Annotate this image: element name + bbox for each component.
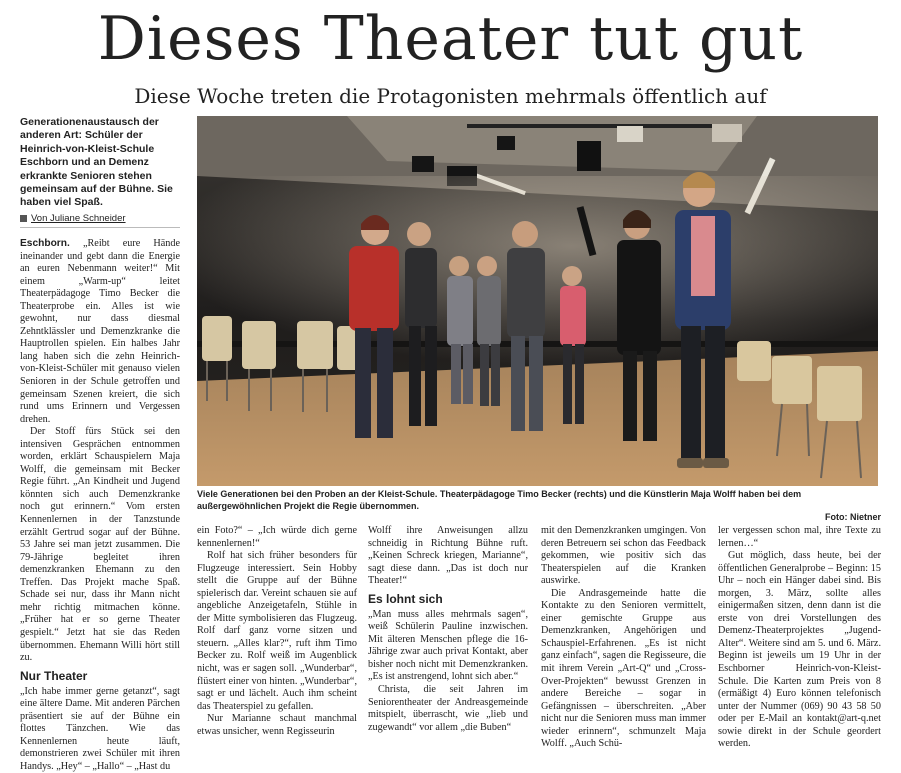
paragraph: Der Stoff fürs Stück sei den intensiven Gesprächen entnommen worden, erklärt Schauspielern Maja Wolff, die gemeinsam mit Becker Regie führt. „An Kindheit und Jugend könnten sich auch Demenzkranke noch gut erinnern.“ Vom ersten Kennenlernen in der Tanzstunde erzählt Gertrud sogar auf der Bühne. 53 Jahre sei man jetzt zusammen. Die 79-Jährige begleitet ihren demenzkranken Ehemann zu den Treffen. Das Projekt mache Spaß. Schade sei nur, dass ihr Mann nicht mehr richtig mitmachen könne. „Früher hat er so gerne Theater gespielt.“ Jetzt hat sie das Reden übernommen. Ehemann Willi hört still zu. — [20, 426, 180, 664]
photo-caption — [197, 489, 881, 524]
section-heading: Es lohnt sich — [368, 591, 443, 606]
subheadline: Diese Woche treten die Protagonisten mehrmals öffentlich auf — [134, 84, 767, 108]
paragraph — [20, 238, 180, 426]
paragraph: Christa, die seit Jahren im Seniorentheater der Andreasgemeinde mitspielt, überrascht, wie „lieb und zugewandt“ vor allem „die Buben“ — [368, 684, 528, 733]
byline-square-icon — [20, 215, 27, 222]
photo-credit: Foto: Nietner — [825, 512, 881, 522]
paragraph: Nur Marianne schaut manchmal etwas unsicher, wenn Regisseurin — [197, 713, 357, 737]
paragraph: mit den Demenzkranken umgingen. Von deren Betreuern sei schon das Feedback gekommen, wie positiv sich das Theaterspielen auf die Kranken auswirke. — [541, 525, 706, 587]
paragraph: ein Foto?“ – „Ich würde dich gerne kennenlernen!“ — [197, 525, 357, 549]
stage-scene-image — [197, 116, 878, 486]
article-intro: Generationenaustausch der anderen Art: Schüler der Heinrich-von-Kleist-Schule Eschborn und an Demenz erkrankte Senioren stehen gemeinsam auf der Bühne. Sie haben viel Spaß. — [20, 116, 173, 209]
column-4 — [541, 525, 706, 751]
author-link[interactable]: Von Juliane Schneider — [31, 213, 126, 224]
paragraph-text: „Reibt eure Hände ineinander und gebt dann die Energie an euren Nebenmann weiter!“ Mit einem „Warm-up“ leitet Theaterpädagoge Timo Becker die Theaterprobe ein. Alles ist wie gewohnt, nur dass diesmal Zehntklässler und Demenzkranke die Hauptrollen spielen. Ein halbes Jahr lang haben sich die zehn Heinrich-von-Kleist-Schüler mit genauso vielen Senioren in der Schule getroffen und gemeinsam Szenen kreiert, die sich rund ums Erinnern und Vergessen drehen. — [20, 238, 180, 425]
caption-text: Viele Generationen bei den Proben an der Kleist-Schule. Theaterpädagoge Timo Becker (rechts) und die Künstlerin Maja Wolff haben bei dem außergewöhnlichen Projekt die Regie übernommen. — [197, 489, 802, 511]
section-heading: Nur Theater — [20, 668, 88, 683]
column-3 — [368, 525, 528, 734]
paragraph: Wolff ihre Anweisungen allzu schneidig in Richtung Bühne ruft. „Keinen Schreck kriegen, Marianne“, sagt diese dann. „Das ist doch nur Theater!“ — [368, 525, 528, 587]
paragraph: Gut möglich, dass heute, bei der öffentlichen Generalprobe – Beginn: 15 Uhr – noch ein Hänger dabei sind. Bis morgen, 3. März, sollte alles einigermaßen sitzen, denn dann ist die erste von drei Vorstellungen des Demenz-Theaterprojektes „Jugend-Alter“. Weitere sind am 5. und 6. März. Beginn ist jeweils um 19 Uhr in der Eschborner Heinrich-von-Kleist-Schule. Die Karten zum Preis von 8 (ermäßigt 4) Euro können telefonisch unter der Nummer (069) 90 43 58 50 oder per E-Mail an kontakt@art-q.net sowie direkt in der Schule geordert werden. — [718, 550, 881, 750]
column-5 — [718, 525, 881, 751]
paragraph: „Man muss alles mehrmals sagen“, weiß Schülerin Pauline inzwischen. Mit älteren Menschen pflege die 16-Jährige zwar auch privat Kontakt, aber bisher noch nicht mit Demenzkranken. „Es ist anstrengend, lohnt sich aber.“ — [368, 608, 528, 683]
byline — [20, 213, 180, 224]
column-1 — [20, 238, 180, 773]
paragraph: Die Andrasgemeinde hatte die Kontakte zu den Senioren vermittelt, einer gemischte Gruppe aus Demenzkranken, Angehörigen und Schauspiel-Erfahrenen. „Es ist nicht ganz einfach“, sagen die Regisseure, die mit ihrem Verein „Art-Q“ und „Cross-Over-Projekten“ bewusst Grenzen in andere Bereiche – sogar in Gefängnissen – überschreiten. „Aber nicht nur die Senioren muss man immer wieder erinnern“, schmunzelt Maja Wolff. „Auch Schü- — [541, 587, 706, 750]
column-2 — [197, 525, 357, 738]
paragraph: ler vergessen schon mal, ihre Texte zu lernen…“ — [718, 525, 881, 549]
dateline: Eschborn. — [20, 238, 70, 249]
intro-divider — [20, 227, 180, 228]
paragraph: Rolf hat sich früher besonders für Flugzeuge interessiert. Sein Hobby stellt die Gruppe auf der Bühne spielerisch dar. Vereint schauen sie auf angebliche Anzeigetafeln, Stühle in der Mitte symbolisieren das Flugzeug. Rolf darf ganz vorne sitzen und steuern. „Alles klar?“, ruft ihm Timo Becker zu. Rolf weiß im Augenblick nicht, was er sagen soll. „Wunderbar“, flüstert einer von hinten. „Wunderbar“, sagt er und lächelt. Auch ihm scheint das Theaterspiel zu gefallen. — [197, 550, 357, 712]
paragraph: „Ich habe immer gerne getanzt“, sagt eine ältere Dame. Mit anderen Pärchen präsentiert sie auf der Bühne ein flottes Tänzchen. Wie das Kennenlernen heute läuft, demonstrieren zwei Schüler mit ihren Handys. „Hey“ – „Hallo“ – „Hast du — [20, 685, 180, 772]
article-photo — [197, 116, 878, 486]
headline: Dieses Theater tut gut — [97, 4, 804, 74]
